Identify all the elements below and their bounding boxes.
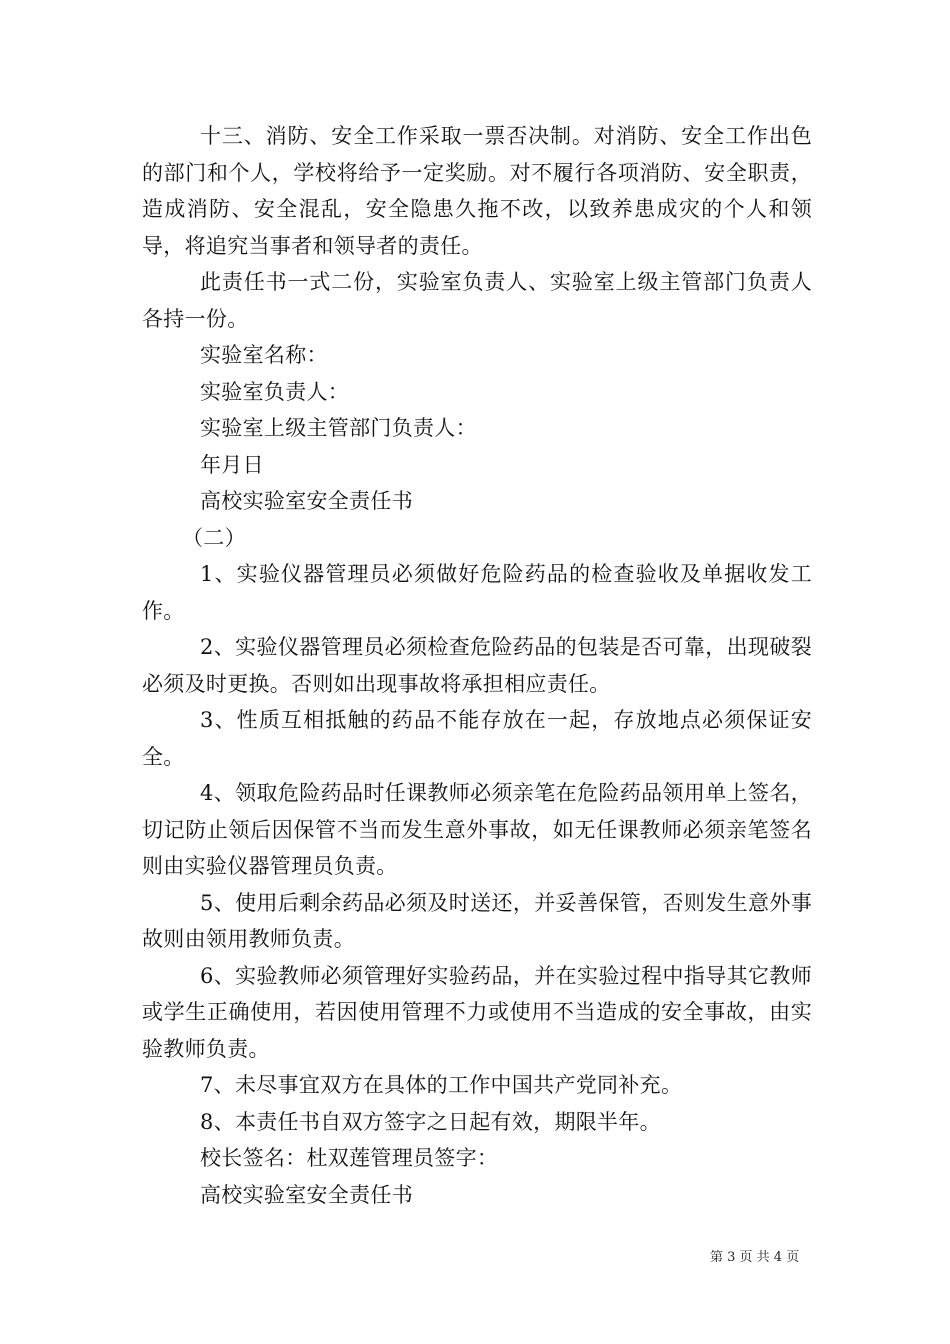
paragraph-13: 十三、消防、安全工作采取一票否决制。对消防、安全工作出色的部门和个人，学校将给予一定奖励。对不履行各项消防、安全职责，造成消防、安全混乱，安全隐患久拖不改，以致养患成灾的个人和领导，将追究当事者和领导者的责任。	[142, 124, 812, 258]
paragraph-copies: 此责任书一式二份，实验室负责人、实验室上级主管部门负责人各持一份。	[142, 270, 812, 331]
document-body	[142, 118, 812, 1213]
lab-name-field: 实验室名称：	[200, 343, 328, 367]
rule-4: 4、领取危险药品时任课教师必须亲笔在危险药品领用单上签名，切记防止领后因保管不当而发生意外事故，如无任课教师必须亲笔签名则由实验仪器管理员负责。	[142, 781, 812, 878]
rule-6: 6、实验教师必须管理好实验药品，并在实验过程中指导其它教师或学生正确使用，若因使用管理不力或使用不当造成的安全事故，由实验教师负责。	[142, 963, 812, 1061]
rule-5: 5、使用后剩余药品必须及时送还，并妥善保管，否则发生意外事故则由领用教师负责。	[142, 890, 812, 951]
rule-1: 1、实验仪器管理员必须做好危险药品的检查验收及单据收发工作。	[142, 562, 812, 623]
section-number: （二）	[182, 525, 246, 550]
date-field: 年月日	[200, 452, 264, 477]
dept-head-field: 实验室上级主管部门负责人：	[200, 416, 477, 440]
rule-2: 2、实验仪器管理员必须检查危险药品的包装是否可靠，出现破裂必须及时更换。否则如出现事故将承担相应责任。	[142, 635, 812, 696]
signature-line: 校长签名：杜双莲管理员签字：	[200, 1146, 499, 1170]
page-footer: 第 3 页 共 4 页	[710, 1250, 800, 1265]
rule-8: 8、本责任书自双方签字之日起有效，期限半年。	[200, 1109, 661, 1134]
lab-head-field: 实验室负责人：	[200, 379, 350, 404]
section-title: 高校实验室安全责任书	[200, 489, 413, 513]
rule-7: 7、未尽事宜双方在具体的工作中国共产党同补充。	[200, 1073, 683, 1097]
rule-3: 3、性质互相抵触的药品不能存放在一起，存放地点必须保证安全。	[142, 708, 812, 769]
next-section-title: 高校实验室安全责任书	[200, 1182, 413, 1207]
